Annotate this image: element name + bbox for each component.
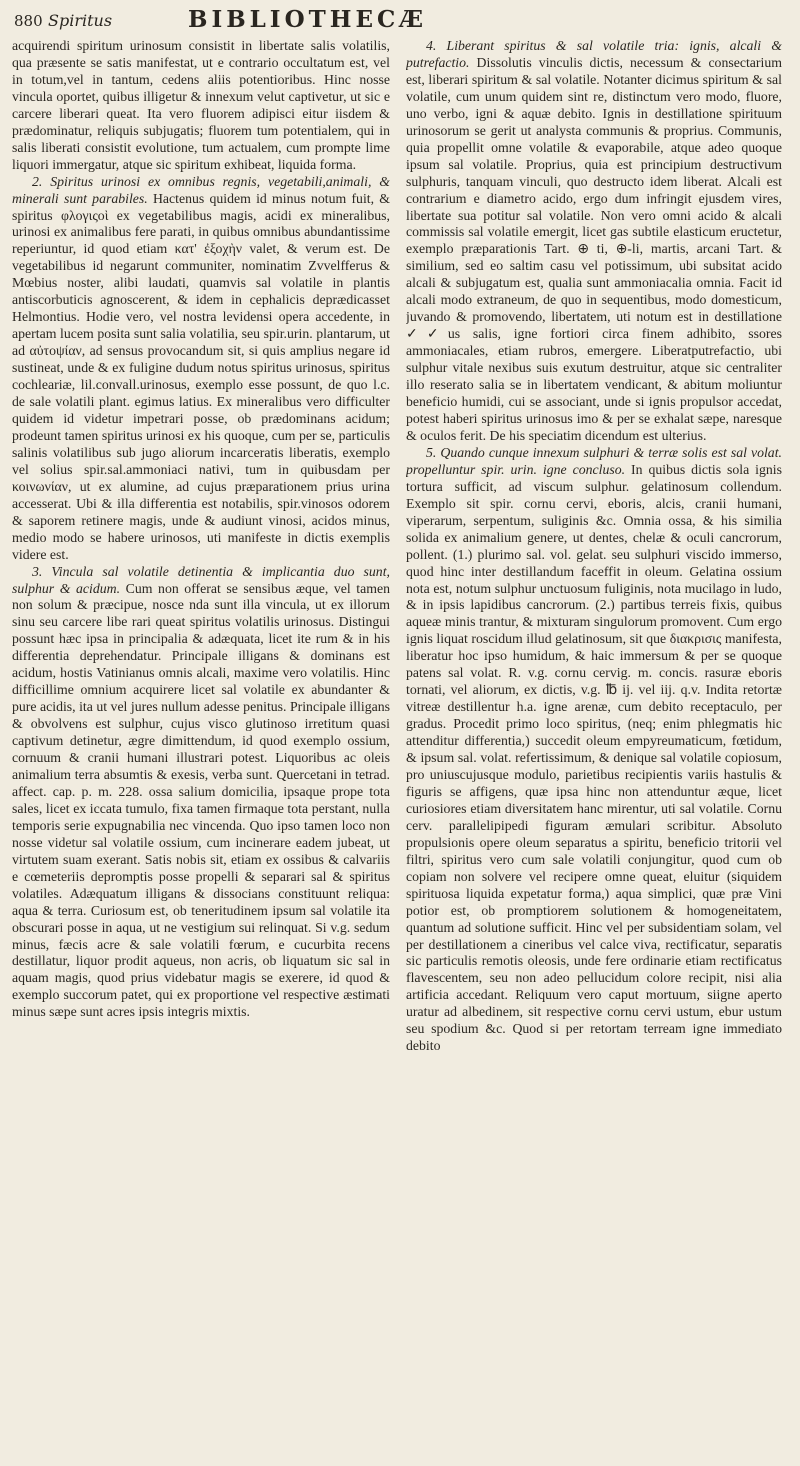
section-2 <box>12 174 390 564</box>
section-5-heading: 5. Quando cunque innexum sulphuri & terræ solis est sal volat. propelluntur spir. urin. igne concluso. <box>406 444 782 477</box>
section-3 <box>12 564 390 1022</box>
section-3-heading: 3. Vincula sal volatile detinentia & implicantia duo sunt, sulphur & acidum. <box>12 563 390 596</box>
page-number: 880 <box>14 12 43 30</box>
running-head: Spiritus <box>48 11 113 30</box>
paragraph-continuation: acquirendi spiritum urinosum consistit in libertate salis volatilis, qua præsente se satis manifestat, ut e contrario occultatum est, vel in totum,vel in tantum, cedens aliis potentioribus. Hinc nosse vincula oportet, quibus illigetur & innexum velut captivetur, ut sic e carcere liberari queat. Ita vero fluorem adipisci eitur iisdem & prædominatur, reliquis subjugatis; fluorem tum potentialem, qui in salis liberati consistit evolutione, tum actualem, cum prompte lime liquori immergatur, atque sic spiritum exhibeat, liquida forma. <box>12 38 390 172</box>
book-title: BIBLIOTHECÆ <box>188 6 428 33</box>
section-4 <box>406 38 782 445</box>
section-2-heading: 2. Spiritus urinosi ex omnibus regnis, vegetabili,animali, & minerali sunt parabiles. <box>12 173 390 206</box>
section-4-heading: 4. Liberant spiritus & sal volatile tria: ignis, alcali & putrefactio. <box>406 38 782 70</box>
section-2-text: Hactenus quidem id minus notum fuit, & spiritus φλογιςοὶ ex vegetabilibus magis, acidi ex mineralibus, urinosi ex animalibus fere parati, in quibus omnibus abundantissime reperiuntur, id quod etiam κατ' ἐξοχὴν valet, & verum est. De vegetabilibus id negarunt communiter, nominatim Zvvelfferus & Mœbius noster, alibi laudati, quamvis sal volatile in plantis antiscorbuticis agnoscerent, & idem in cephalicis deprædicasset Helmontius. Hodie vero, vel nostra levidensi opera accedente, in apertam lucem posita sunt salia volatilia, seu spir.urin. plantarum, ut ad αὐτοψίαν, ad sensus provocandum sit, si quis amplius negare id sustineat, unde & ex fuligine dudum notus spiritus urinosus, spiritus cochleariæ, lil.convall.urinosus, exemplo esse possunt, de quo l.c. de sale volatili plant. egimus latius. Ex mineralibus vero difficulter quidem id videtur impetrari posse, ob prædominans acidum; prodeunt tamen spiritus urinosi ex his quoque, cum per se, particulis salinis volatilibus sub jugo aliorum incarceratis liberatis, exemplo vel solius spir.sal.ammoniaci nativi, tum in quibusdam per κοινωνίαν, ut ex alumine, ad cujus præparationem prius urina accesserat. Ubi & illa differentia est notabilis, spir.vinosos odorem & saporem retinere magis, unde & audiunt vinosi, acidos minus, medio modo se habere urinosos, uti manifeste in dictis exemplis videre est. <box>12 190 390 562</box>
section-5-text: In quibus dictis sola ignis tortura sufficit, ad viscum sulphur. gelatinosum collendum. Exemplo sit spir. cornu cervi, eboris, alcis, cranii humani, viperarum, serpentum, suliginis &c. Omnia ossa, & his similia solida ex animalium genere, ut dentes, chelæ & oculi cancrorum, pollent. (1.) plurimo sal. vol. gelat. seu sulphuri viscido immerso, quod hinc inter destillandum faceffit in oleum. Gelatina ossium nota est, notum sulphur unctuosum fuliginis, nota mucilago in ludo, & in ipsis lapidibus cancrorum. (2.) partibus terreis fixis, quibus aqueæ minis trantur, & mixturam singulorum promovent. Cum ergo ignis liquat roscidum illud gelatinosum, sit que διακρισις manifesta, liberatur hoc ipso humidum, & haic immersum & per se quoque patens sal volat. R. v.g. cornu cervig. m. concis. rasuræ eboris tornati, vel aliorum, ex dictis, v.g. ℔ ij. vel iij. q.v. Indita retortæ vitreæ destillentur h.a. igne arenæ, cum debito receptaculo, per gradus. Procedit primo loco spiritus, (neq; enim phlegmatis hic attenditur differentia,) succedit oleum empyreumaticum, fœtidum, & ipsum sal. volat. refertissimum, & denique sal volatile copiosum, pro uniuscujusque modulo, parietibus recipientis variis hastulis & figuris se affigens, quæ ipsa hinc non attenduntur æque, licet curiosiores etiam diversitatem hanc mirentur, uti sal volatile. Cornu cerv. parallelipipedi figuram æmulari scribitur. Absoluto propulsionis opere oleum separatus a spiritu, beneficio tritorii vel filtri, spiritus vero cum sale volatili conjungitur, quod cum ob copiam non solvere vel recipere omne queat, eluitur (siquidem spirituosa liquida expetatur forma,) aqua simplici, quæ præ Vini potior est, ob promptiorem solutionem & homogeneitatem, quantum ad solutione sufficit. Hinc vel per subsidentiam solam, vel per destillationem a cineribus vel calce viva, rectificatur, separatis sic particulis remotis oleosis, unde fere ordinarie etiam rectificatus flavescentem, seu non adeo pellucidum colore recipit, nisi alia artificia accedant. Reliquum vero caput mortuum, siigne aperto uratur ad albedinem, sit respective cornu cervi ustum, ebur ustum seu spodium &c. Quod si per retortam terream igne immediato debito <box>406 461 782 1054</box>
section-5 <box>406 445 782 1055</box>
right-column <box>406 38 782 1448</box>
left-column <box>12 38 390 1448</box>
section-4-text: Dissolutis vinculis dictis, necessum & consectarium est, liberari spiritum & sal volatile. Notanter dicimus spiritum & sal volatile, cum unum quidem sint re, distinctum vero modo, fluore, uno verbo, igni & aquæ debito. Ignis in destillatione spirituum urinosorum se gerit ut analysta communis & proprius. Communis, quia propellit omne volatile & evaporabile, atque adeo quoque ipsum sal volatile. Proprius, quia est principium destructivum sulphuris, tanquam vinculi, quo destructo idem liberat. Alcali est contrarium e diametro acido, ergo dum infringit ejusdem vires, libertate sua potitur sal volatile. Non vero omni acido & alcali commissis sal volatile emergit, licet gas subtile elasticum eructetur, exemplo præparationis Tart. ⊕ ti, ⊕-li, martis, arcani Tart. & similium, sed eo saltim casu vel potissimum, ubi subsitat acido alcali & subjugatum est, qualia sunt ammoniacalia omnia. Facit id alcali modo extraneum, de quo in sequentibus, modo domesticum, juvando & promovendo, libertatem, uti notum est in destillatione ✓✓us salis, igne fortiori circa finem adhibito, ssores ammoniacales, etiam rubros, emergere. Liberatputrefactio, ubi sulphur vitale nexibus suis exutum destruitur, atque sic centraliter illo reserato salia se in libertatem vendicant, & abitum moliuntur beneficio humidi, cui se associant, unde si ignis propulsor accedat, potest haberi spiritus urinosus imo & per se exhalat sæpe, naresque & oculos ferit. De his speciatim dicendum est ulterius. <box>406 54 782 443</box>
page-header <box>14 6 788 36</box>
section-3-text: Cum non offerat se sensibus æque, vel tamen non solum & præcipue, nosce nda sunt illa vincula, ut ex illorum sinu seu carcere libe rari queat spiritus volatilis urinosus. Distingui possunt hæc ipsa in principalia & adæquata, licet ite rum & in his differentia deprehendatur. Principale illigans & dominans est acidum, hostis Vatinianus omnis alcali, maxime vero volatilis. Hinc difficillime omnium acquirere licet sal volatile ex abundanter & pure acidis, ita ut vel jures nullum adesse penitus. Principale illigans & obvolvens est sulphur, cujus visco glutinoso irretitum quasi captivum detinetur, ægre dimittendum, id quod exemplo ossium, cornuum & cranii humani illustrari potest. Liquoribus ac oleis animalium terra absumtis & exesis, verba sunt. Quercetani in tetrad. affect. cap. p. m. 228. ossa salium domicilia, ipsaque prope tota sales, licet ex iccata tumulo, fixa tamen firmaque tota perstant, nulla temporis serie expugnabilia nec vincenda. Quo ipso tamen loco non nosse videtur sal volatile ossium, cum incinerare eadem jubeat, ut virtutem suam exerant. Satis nobis sit, etiam ex ossibus & calvariis e cœmeteriis depromptis posse propelli & separari sal & spiritus volatiles. Adæquatum illigans & dissocians constituunt reliqua: aqua & terra. Curiosum est, ob teneritudinem ipsum sal volatile ita obscurari posse in aqua, ut ne vestigium sui relinquat. Si v.g. sedum minus, fæcis acre & sale volatili fœrum, e cucurbita recens destillatur, liquor prodit aqueus, non acris, ob liquatum sic sal in aquam magis, quod prius videbatur magis se exerere, id quod & exemplo succorum patet, qui ex proportione vel respective æstimati minus sæpe sunt acres ipsis integris mixtis. <box>12 580 390 1020</box>
